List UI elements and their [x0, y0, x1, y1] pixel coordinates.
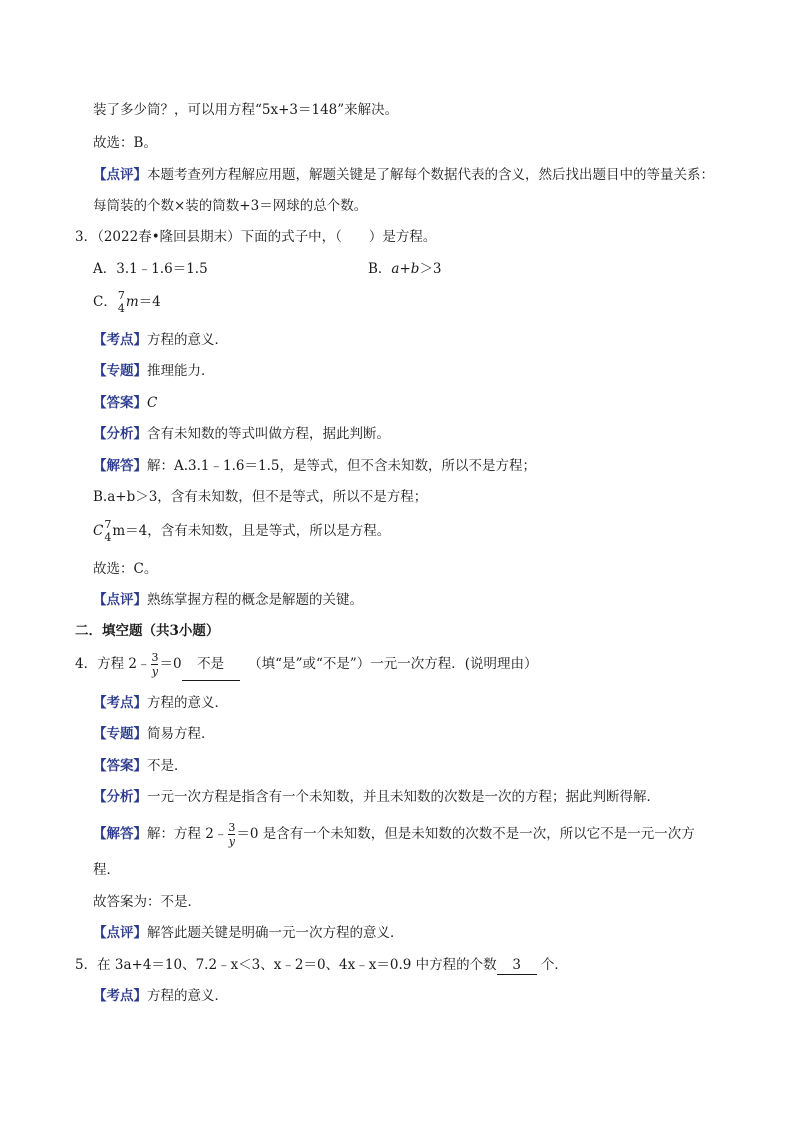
- option-label: C: [93, 523, 104, 539]
- solution-line: [93, 457, 536, 475]
- section-tag: 【点评】: [93, 167, 147, 183]
- option-a: A．3.1﹣1.6＝1.5: [93, 261, 208, 277]
- answer: 不是．: [147, 758, 188, 774]
- question-stem: [75, 956, 568, 975]
- answer-line: [93, 757, 188, 775]
- section-tag: 【答案】: [93, 758, 147, 774]
- section-tag: 【专题】: [93, 363, 147, 379]
- kaodian-line: [93, 331, 228, 349]
- comment-line: [93, 166, 714, 184]
- math-text: ＞3: [419, 261, 442, 277]
- section-tag: 【考点】: [93, 988, 147, 1004]
- text: 方程的意义．: [147, 332, 228, 348]
- section-heading: 二．填空题（共3小题）: [75, 623, 220, 639]
- text-line: 装了多少筒？，可以用方程“5x+3＝148”来解决。: [93, 102, 399, 118]
- text: （填“是”或“不是”）一元一次方程．(说明理由）: [248, 656, 538, 672]
- text-line: 每筒装的个数×装的筒数+3＝网球的总个数。: [93, 198, 368, 214]
- text: 方程的意义．: [147, 988, 228, 1004]
- section-tag: 【考点】: [93, 332, 147, 348]
- text: 简易方程．: [147, 726, 215, 742]
- text: ＝0: [159, 656, 182, 672]
- text: 解：方程 2﹣: [147, 826, 228, 842]
- fraction: [151, 652, 158, 678]
- solution-line: B.a+b＞3，含有未知数，但不是等式，所以不是方程；: [93, 489, 428, 505]
- analysis-line: [93, 788, 660, 806]
- text: 方程的意义．: [147, 695, 228, 711]
- solution-line: [93, 818, 695, 850]
- kaodian-line: [93, 694, 228, 712]
- section-tag: 【解答】: [93, 458, 147, 474]
- comment-line: [93, 591, 363, 609]
- text: m＝4，含有未知数，且是等式，所以是方程。: [112, 523, 391, 539]
- section-tag: 【考点】: [93, 695, 147, 711]
- zhuanti-line: [93, 362, 215, 380]
- analysis-line: [93, 425, 390, 443]
- option-c: [93, 287, 161, 317]
- text-line: 故选：B。: [93, 135, 157, 151]
- numerator: 3: [228, 820, 236, 834]
- text: 个．: [540, 957, 568, 973]
- fraction: [228, 822, 235, 848]
- zhuanti-line: [93, 725, 215, 743]
- denominator: 4: [117, 302, 125, 315]
- section-tag: 【专题】: [93, 726, 147, 742]
- math-var: a+b: [391, 261, 420, 277]
- text-line: 故选：C。: [93, 561, 158, 577]
- section-tag: 【答案】: [93, 395, 147, 411]
- text: 含有未知数的等式叫做方程，据此判断。: [147, 426, 390, 442]
- option-label: B．: [368, 261, 392, 277]
- answer-blank: 不是: [182, 648, 240, 681]
- numerator: 7: [104, 518, 112, 531]
- question-stem: 3．（2022春•隆回县期末）下面的式子中，（ ）是方程。: [75, 229, 437, 245]
- math-var: m: [125, 294, 139, 310]
- section-tag: 【点评】: [93, 592, 147, 608]
- option-b: [368, 260, 442, 278]
- text: ＝0 是含有一个未知数，但是未知数的次数不是一次，所以它不是一元一次方: [236, 826, 695, 842]
- text: 解：A.3.1﹣1.6＝1.5，是等式，但不含未知数，所以不是方程；: [147, 458, 536, 474]
- text-line: 故答案为：不是．: [93, 894, 201, 910]
- option-label: C．: [93, 294, 117, 310]
- text: 一元一次方程是指含有一个未知数，并且未知数的次数是一次的方程；据此判断得解．: [147, 789, 660, 805]
- solution-line: 程．: [93, 862, 120, 878]
- denominator: y: [228, 834, 235, 848]
- section-tag: 【解答】: [93, 826, 147, 842]
- fraction: [118, 290, 125, 315]
- text: 4．方程 2﹣: [75, 656, 151, 672]
- fraction: [104, 519, 111, 544]
- solution-line: [93, 516, 390, 546]
- comment-line: [93, 924, 404, 942]
- denominator: 4: [104, 531, 112, 544]
- math-text: ＝4: [138, 294, 161, 310]
- section-tag: 【分析】: [93, 426, 147, 442]
- text: 5．在 3a+4＝10、7.2﹣x＜3、x﹣2＝0、4x﹣x＝0.9 中方程的个数: [75, 957, 497, 973]
- kaodian-line: [93, 987, 228, 1005]
- text: 本题考查列方程解应用题，解题关键是了解每个数据代表的含义，然后找出题目中的等量关系：: [147, 167, 714, 183]
- answer-line: [93, 394, 157, 412]
- answer-blank: 3: [497, 956, 537, 975]
- text: 熟练掌握方程的概念是解题的关键。: [147, 592, 363, 608]
- text: 推理能力．: [147, 363, 215, 379]
- text: 解答此题关键是明确一元一次方程的意义．: [147, 925, 404, 941]
- section-tag: 【分析】: [93, 789, 147, 805]
- answer: C: [147, 395, 158, 411]
- question-stem: [75, 648, 538, 681]
- section-tag: 【点评】: [93, 925, 147, 941]
- numerator: 7: [117, 289, 125, 302]
- denominator: y: [151, 664, 159, 678]
- numerator: 3: [151, 650, 159, 664]
